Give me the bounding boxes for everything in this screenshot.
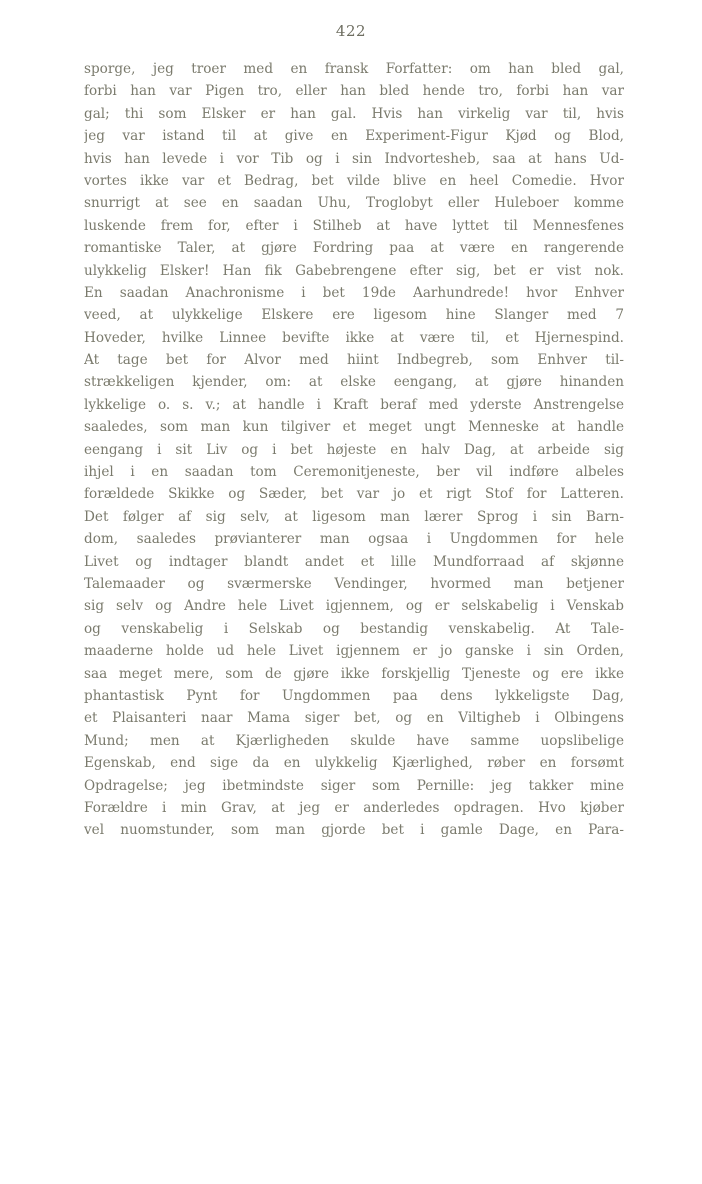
text-line: hvis han levede i vor Tib og i sin Indvortesheb, saa at hans Ud-: [84, 150, 624, 167]
body-text: [84, 58, 624, 842]
text-line: Talemaader og sværmerske Vendinger, hvormed man betjener: [84, 575, 624, 592]
text-line: ihjel i en saadan tom Ceremonitjeneste, ber vil indføre albeles: [84, 464, 624, 481]
text-line: Egenskab, end sige da en ulykkelig Kjærlighed, røber en forsømt: [84, 755, 624, 772]
text-line: maaderne holde ud hele Livet igjennem er jo ganske i sin Orden,: [84, 643, 624, 660]
text-line: Forældre i min Grav, at jeg er anderledes opdragen. Hvo kjøber: [84, 799, 624, 816]
text-line: forældede Skikke og Sæder, bet var jo et rigt Stof for Latteren.: [84, 486, 624, 503]
text-line: Livet og indtager blandt andet et lille Mundforraad af skjønne: [84, 553, 624, 570]
text-line: strækkeligen kjender, om: at elske eengang, at gjøre hinanden: [84, 374, 624, 391]
page-number: 422: [335, 22, 367, 40]
text-line: phantastisk Pynt for Ungdommen paa dens lykkeligste Dag,: [84, 687, 624, 704]
text-line: At tage bet for Alvor med hiint Indbegreb, som Enhver til-: [84, 352, 624, 369]
text-line: luskende frem for, efter i Stilheb at have lyttet til Mennesfenes: [84, 217, 624, 234]
text-line: lykkelige o. s. v.; at handle i Kraft beraf med yderste Anstrengelse: [84, 396, 624, 413]
text-line: Opdragelse; jeg ibetmindste siger som Pernille: jeg takker mine: [84, 777, 624, 794]
text-line: romantiske Taler, at gjøre Fordring paa at være en rangerende: [84, 240, 624, 257]
text-line: En saadan Anachronisme i bet 19de Aarhundrede! hvor Enhver: [84, 284, 624, 301]
text-line: saaledes, som man kun tilgiver et meget ungt Menneske at handle: [84, 419, 624, 436]
text-line: Det følger af sig selv, at ligesom man lærer Sprog i sin Barn-: [84, 508, 624, 525]
text-line: dom, saaledes prøvianterer man ogsaa i Ungdommen for hele: [84, 531, 624, 548]
text-line: Hoveder, hvilke Linnee bevifte ikke at være til, et Hjernespind.: [84, 329, 624, 346]
text-line: sporge, jeg troer med en fransk Forfatter: om han bled gal,: [84, 61, 624, 77]
text-line: veed, at ulykkelige Elskere ere ligesom hine Slanger med 7: [84, 307, 624, 324]
text-line: forbi han var Pigen tro, eller han bled hende tro, forbi han var: [84, 83, 624, 100]
text-line: sig selv og Andre hele Livet igjennem, og er selskabelig i Venskab: [84, 598, 624, 615]
text-line: Mund; men at Kjærligheden skulde have samme uopslibelige: [84, 732, 624, 749]
text-line: snurrigt at see en saadan Uhu, Troglobyt eller Huleboer komme: [84, 195, 624, 212]
text-line: gal; thi som Elsker er han gal. Hvis han virkelig var til, hvis: [84, 105, 624, 122]
text-line: vel nuomstunder, som man gjorde bet i gamle Dage, en Para-: [84, 822, 624, 839]
text-line: vortes ikke var et Bedrag, bet vilde blive en heel Comedie. Hvor: [84, 172, 624, 189]
text-line: et Plaisanteri naar Mama siger bet, og en Viltigheb i Olbingens: [84, 710, 624, 727]
text-line: og venskabelig i Selskab og bestandig venskabelig. At Tale-: [84, 620, 624, 637]
text-line: jeg var istand til at give en Experiment-Figur Kjød og Blod,: [84, 128, 624, 145]
text-line: eengang i sit Liv og i bet højeste en halv Dag, at arbeide sig: [84, 441, 624, 458]
text-line: saa meget mere, som de gjøre ikke forskjellig Tjeneste og ere ikke: [84, 665, 624, 682]
text-line: ulykkelig Elsker! Han fik Gabebrengene efter sig, bet er vist nok.: [84, 262, 624, 279]
